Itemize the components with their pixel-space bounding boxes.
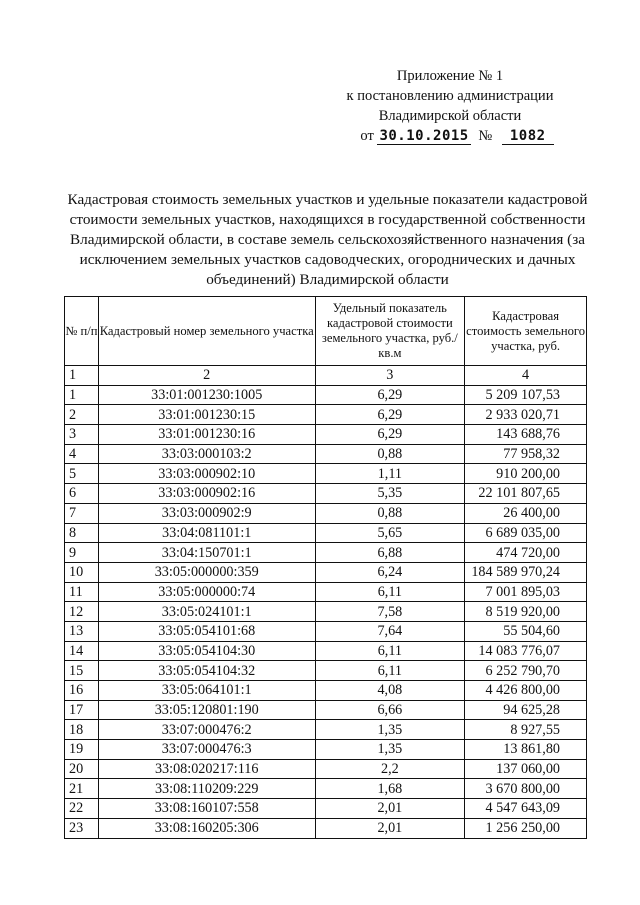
cadastral-number: 33:05:000000:359 [98, 562, 315, 582]
cadastral-number: 33:05:054104:30 [98, 641, 315, 661]
resolution-date: 30.10.2015 [379, 128, 469, 144]
row-number: 2 [65, 405, 99, 425]
appendix-title: Приложение № 1 [396, 68, 504, 84]
table-row [65, 661, 587, 681]
cadastral-cost: 13 861,80 [465, 740, 587, 760]
column-index-cell: 4 [465, 366, 587, 386]
cadastral-cost: 26 400,00 [465, 503, 587, 523]
specific-value: 4,08 [315, 681, 465, 701]
table-row [65, 543, 587, 563]
specific-value: 2,2 [315, 759, 465, 779]
table-row [65, 621, 587, 641]
column-index-cell: 3 [315, 366, 465, 386]
specific-value: 6,11 [315, 661, 465, 681]
cadastral-cost: 77 958,32 [465, 444, 587, 464]
cadastral-number: 33:08:160205:306 [98, 818, 315, 838]
cadastral-number: 33:05:024101:1 [98, 602, 315, 622]
cadastral-cost: 4 547 643,09 [465, 799, 587, 819]
cadastral-cost: 5 209 107,53 [465, 385, 587, 405]
table-row [65, 444, 587, 464]
specific-value: 6,88 [315, 543, 465, 563]
column-index-cell: 1 [65, 366, 99, 386]
row-number: 14 [65, 641, 99, 661]
column-index-cell: 2 [98, 366, 315, 386]
table-row [65, 818, 587, 838]
row-number: 7 [65, 503, 99, 523]
header-cadastral-cost: Кадастровая стоимость земельного участка, руб. [465, 297, 587, 366]
cadastral-cost: 6 252 790,70 [465, 661, 587, 681]
row-number: 20 [65, 759, 99, 779]
row-number: 11 [65, 582, 99, 602]
cadastral-cost: 910 200,00 [465, 464, 587, 484]
cadastral-cost: 137 060,00 [465, 759, 587, 779]
table-row [65, 681, 587, 701]
row-number: 16 [65, 681, 99, 701]
cadastral-number: 33:01:001230:15 [98, 405, 315, 425]
table-row [65, 425, 587, 445]
table-row [65, 759, 587, 779]
specific-value: 7,64 [315, 621, 465, 641]
row-number: 10 [65, 562, 99, 582]
appendix-region-line: Владимирской области [378, 108, 522, 124]
cadastral-cost: 1 256 250,00 [465, 818, 587, 838]
specific-value: 2,01 [315, 799, 465, 819]
specific-value: 1,35 [315, 740, 465, 760]
cadastral-cost: 184 589 970,24 [465, 562, 587, 582]
cadastral-cost: 4 426 800,00 [465, 681, 587, 701]
appendix-resolution-line: к постановлению администрации [346, 88, 554, 104]
number-sign: № [478, 128, 493, 144]
cadastral-cost: 8 927,55 [465, 720, 587, 740]
cadastral-number: 33:05:054104:32 [98, 661, 315, 681]
specific-value: 1,68 [315, 779, 465, 799]
cadastral-cost: 2 933 020,71 [465, 405, 587, 425]
row-number: 4 [65, 444, 99, 464]
table-row [65, 700, 587, 720]
header-specific-value: Удельный показатель кадастровой стоимости земельного участка, руб./кв.м [315, 297, 465, 366]
header-cadastral-number: Кадастровый номер земельного участка [98, 297, 315, 366]
cadastral-cost: 8 519 920,00 [465, 602, 587, 622]
specific-value: 5,35 [315, 484, 465, 504]
specific-value: 1,11 [315, 464, 465, 484]
cadastral-cost: 22 101 807,65 [465, 484, 587, 504]
specific-value: 6,24 [315, 562, 465, 582]
table-row [65, 464, 587, 484]
document-title: Кадастровая стоимость земельных участков и удельные показатели кадастровой стоимости земельных участков, находящихся в государственной собственности Владимирской области, в составе земель сельскохозяйственного назначения (за исключением земельных участков садоводческих, огороднических и дачных объединений) Владимирской области [67, 191, 588, 288]
cadastral-number: 33:01:001230:1005 [98, 385, 315, 405]
row-number: 22 [65, 799, 99, 819]
cadastral-value-table [64, 296, 587, 839]
cadastral-number: 33:05:000000:74 [98, 582, 315, 602]
table-row [65, 720, 587, 740]
cadastral-number: 33:03:000902:9 [98, 503, 315, 523]
appendix-header [300, 66, 600, 146]
table-row [65, 562, 587, 582]
specific-value: 6,29 [315, 425, 465, 445]
table-header-row [65, 297, 587, 366]
cadastral-cost: 94 625,28 [465, 700, 587, 720]
cadastral-cost: 55 504,60 [465, 621, 587, 641]
cadastral-cost: 14 083 776,07 [465, 641, 587, 661]
row-number: 15 [65, 661, 99, 681]
row-number: 12 [65, 602, 99, 622]
cadastral-number: 33:04:081101:1 [98, 523, 315, 543]
row-number: 8 [65, 523, 99, 543]
date-prefix: от [360, 128, 374, 144]
cadastral-cost: 143 688,76 [465, 425, 587, 445]
cadastral-number: 33:07:000476:2 [98, 720, 315, 740]
row-number: 23 [65, 818, 99, 838]
cadastral-number: 33:08:020217:116 [98, 759, 315, 779]
cadastral-cost: 474 720,00 [465, 543, 587, 563]
specific-value: 6,11 [315, 582, 465, 602]
table-row [65, 523, 587, 543]
cadastral-number: 33:04:150701:1 [98, 543, 315, 563]
row-number: 9 [65, 543, 99, 563]
table-row [65, 779, 587, 799]
cadastral-number: 33:05:064101:1 [98, 681, 315, 701]
row-number: 21 [65, 779, 99, 799]
table-row [65, 484, 587, 504]
row-number: 19 [65, 740, 99, 760]
row-number: 5 [65, 464, 99, 484]
specific-value: 7,58 [315, 602, 465, 622]
cadastral-number: 33:03:000103:2 [98, 444, 315, 464]
row-number: 6 [65, 484, 99, 504]
cadastral-cost: 3 670 800,00 [465, 779, 587, 799]
resolution-number: 1082 [502, 128, 554, 145]
cadastral-cost: 7 001 895,03 [465, 582, 587, 602]
header-number: № п/п [65, 297, 99, 366]
table-row [65, 602, 587, 622]
table-row [65, 740, 587, 760]
cadastral-number: 33:03:000902:16 [98, 484, 315, 504]
table-row [65, 799, 587, 819]
cadastral-number: 33:03:000902:10 [98, 464, 315, 484]
cadastral-number: 33:08:160107:558 [98, 799, 315, 819]
cadastral-number: 33:01:001230:16 [98, 425, 315, 445]
cadastral-number: 33:05:120801:190 [98, 700, 315, 720]
table-row [65, 405, 587, 425]
cadastral-number: 33:05:054101:68 [98, 621, 315, 641]
cadastral-number: 33:08:110209:229 [98, 779, 315, 799]
specific-value: 6,66 [315, 700, 465, 720]
specific-value: 2,01 [315, 818, 465, 838]
table-row [65, 503, 587, 523]
specific-value: 6,29 [315, 405, 465, 425]
specific-value: 0,88 [315, 444, 465, 464]
table-row [65, 385, 587, 405]
row-number: 17 [65, 700, 99, 720]
column-index-row [65, 366, 587, 386]
table-row [65, 582, 587, 602]
cadastral-number: 33:07:000476:3 [98, 740, 315, 760]
row-number: 13 [65, 621, 99, 641]
table-row [65, 641, 587, 661]
specific-value: 0,88 [315, 503, 465, 523]
specific-value: 6,11 [315, 641, 465, 661]
specific-value: 5,65 [315, 523, 465, 543]
row-number: 3 [65, 425, 99, 445]
cadastral-cost: 6 689 035,00 [465, 523, 587, 543]
appendix-date-line [314, 126, 600, 146]
row-number: 1 [65, 385, 99, 405]
row-number: 18 [65, 720, 99, 740]
specific-value: 1,35 [315, 720, 465, 740]
specific-value: 6,29 [315, 385, 465, 405]
